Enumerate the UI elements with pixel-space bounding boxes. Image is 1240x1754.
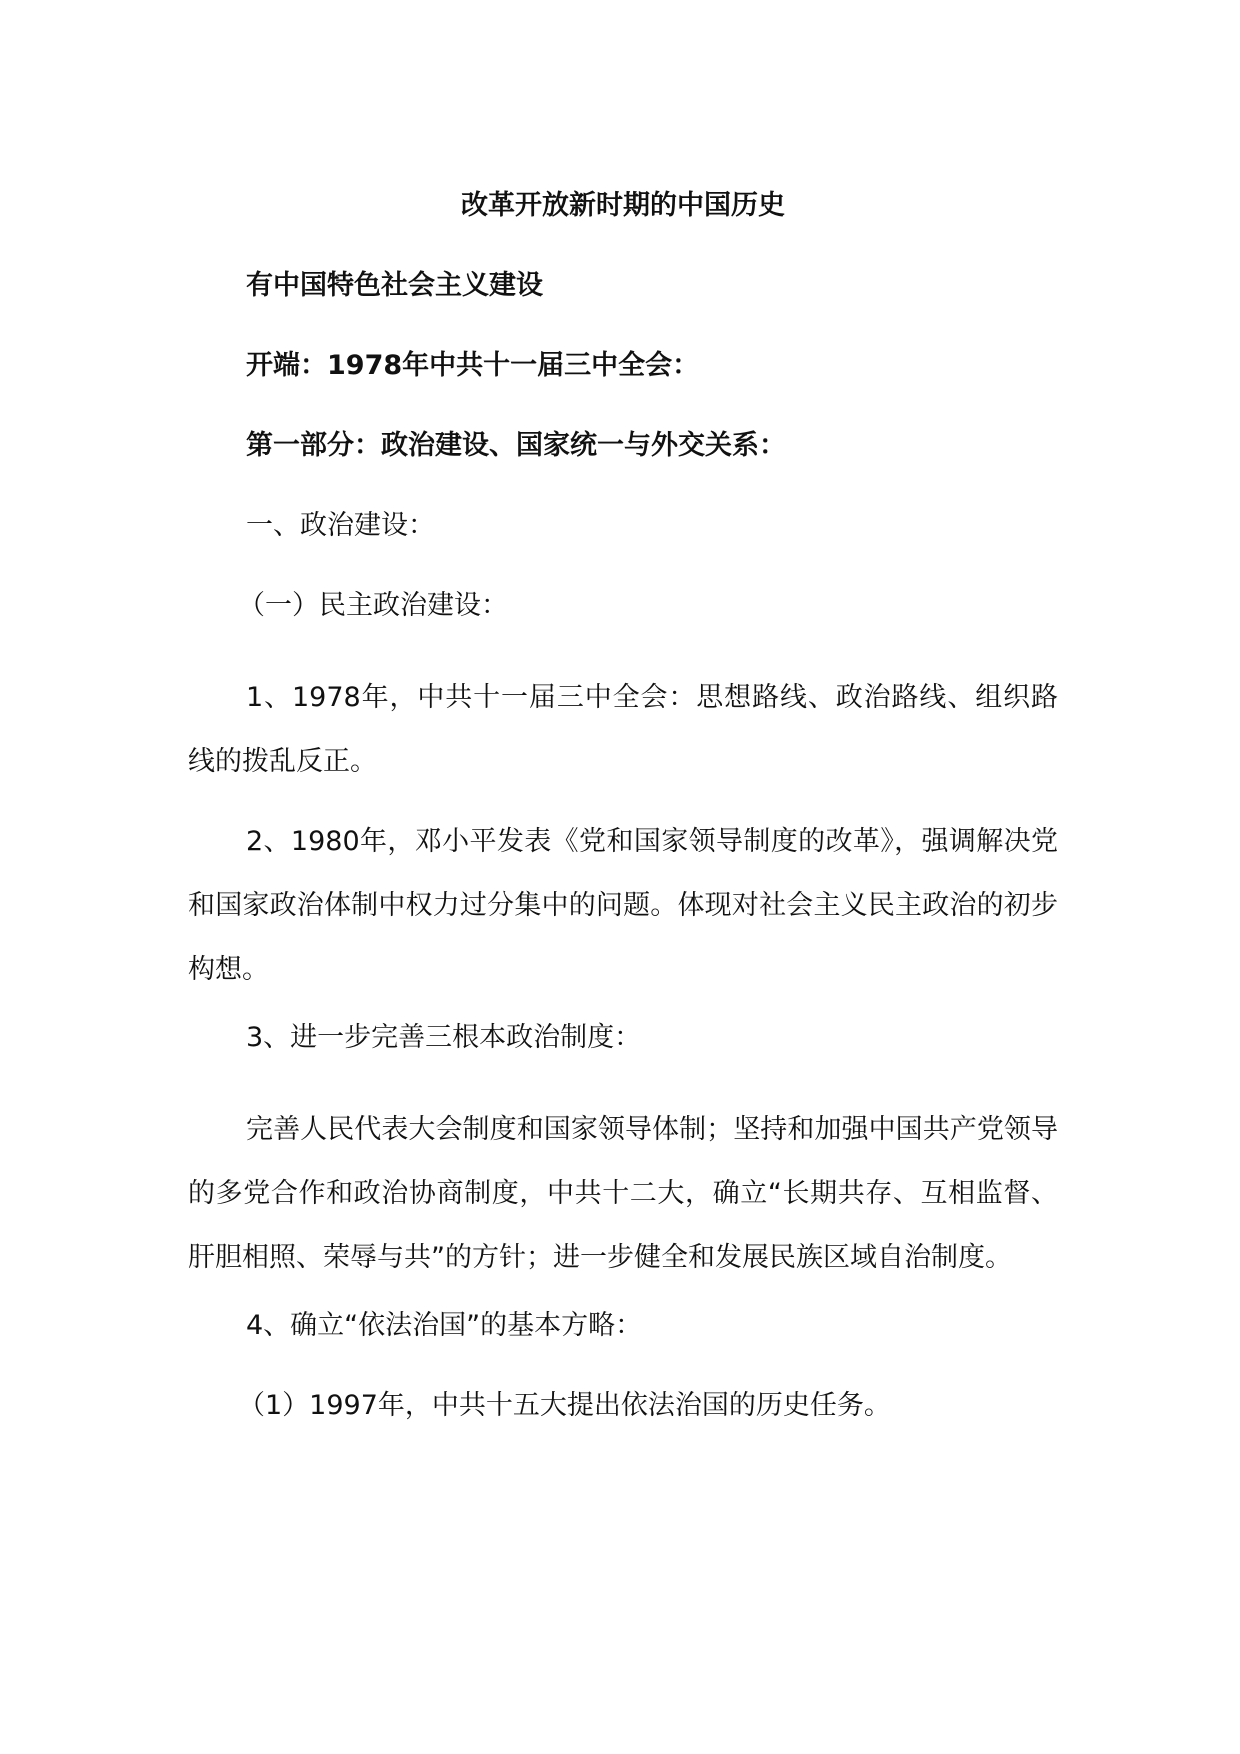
document-body: [188, 186, 1058, 1466]
section-political-construction: 一、政治建设：: [246, 510, 435, 541]
document-title: 改革开放新时期的中国历史: [461, 190, 785, 221]
list-item-2: 2、1980年，邓小平发表《党和国家领导制度的改革》，强调解决党和国家政治体制中权力过分集中的问题。体现对社会主义民主政治的初步构想。: [188, 826, 1058, 985]
heading-part-one: 第一部分：政治建设、国家统一与外交关系：: [246, 430, 786, 461]
list-item-4: 4、确立“依法治国”的基本方略：: [246, 1310, 643, 1341]
list-item-4-1: （1）1997年，中共十五大提出依法治国的历史任务。: [238, 1390, 891, 1421]
list-item-3: 3、进一步完善三根本政治制度：: [246, 1022, 642, 1053]
list-item-1: 1、1978年，中共十一届三中全会：思想路线、政治路线、组织路线的拨乱反正。: [188, 682, 1058, 777]
subsection-democratic-politics: （一）民主政治建设：: [238, 590, 508, 621]
heading-socialist-construction: 有中国特色社会主义建设: [246, 270, 543, 301]
list-item-3-detail: 完善人民代表大会制度和国家领导体制；坚持和加强中国共产党领导的多党合作和政治协商制度，中共十二大，确立“长期共存、互相监督、肝胆相照、荣辱与共”的方针；进一步健全和发展民族区域自治制度。: [188, 1114, 1058, 1273]
heading-beginning: 开端：1978年中共十一届三中全会：: [246, 350, 700, 381]
